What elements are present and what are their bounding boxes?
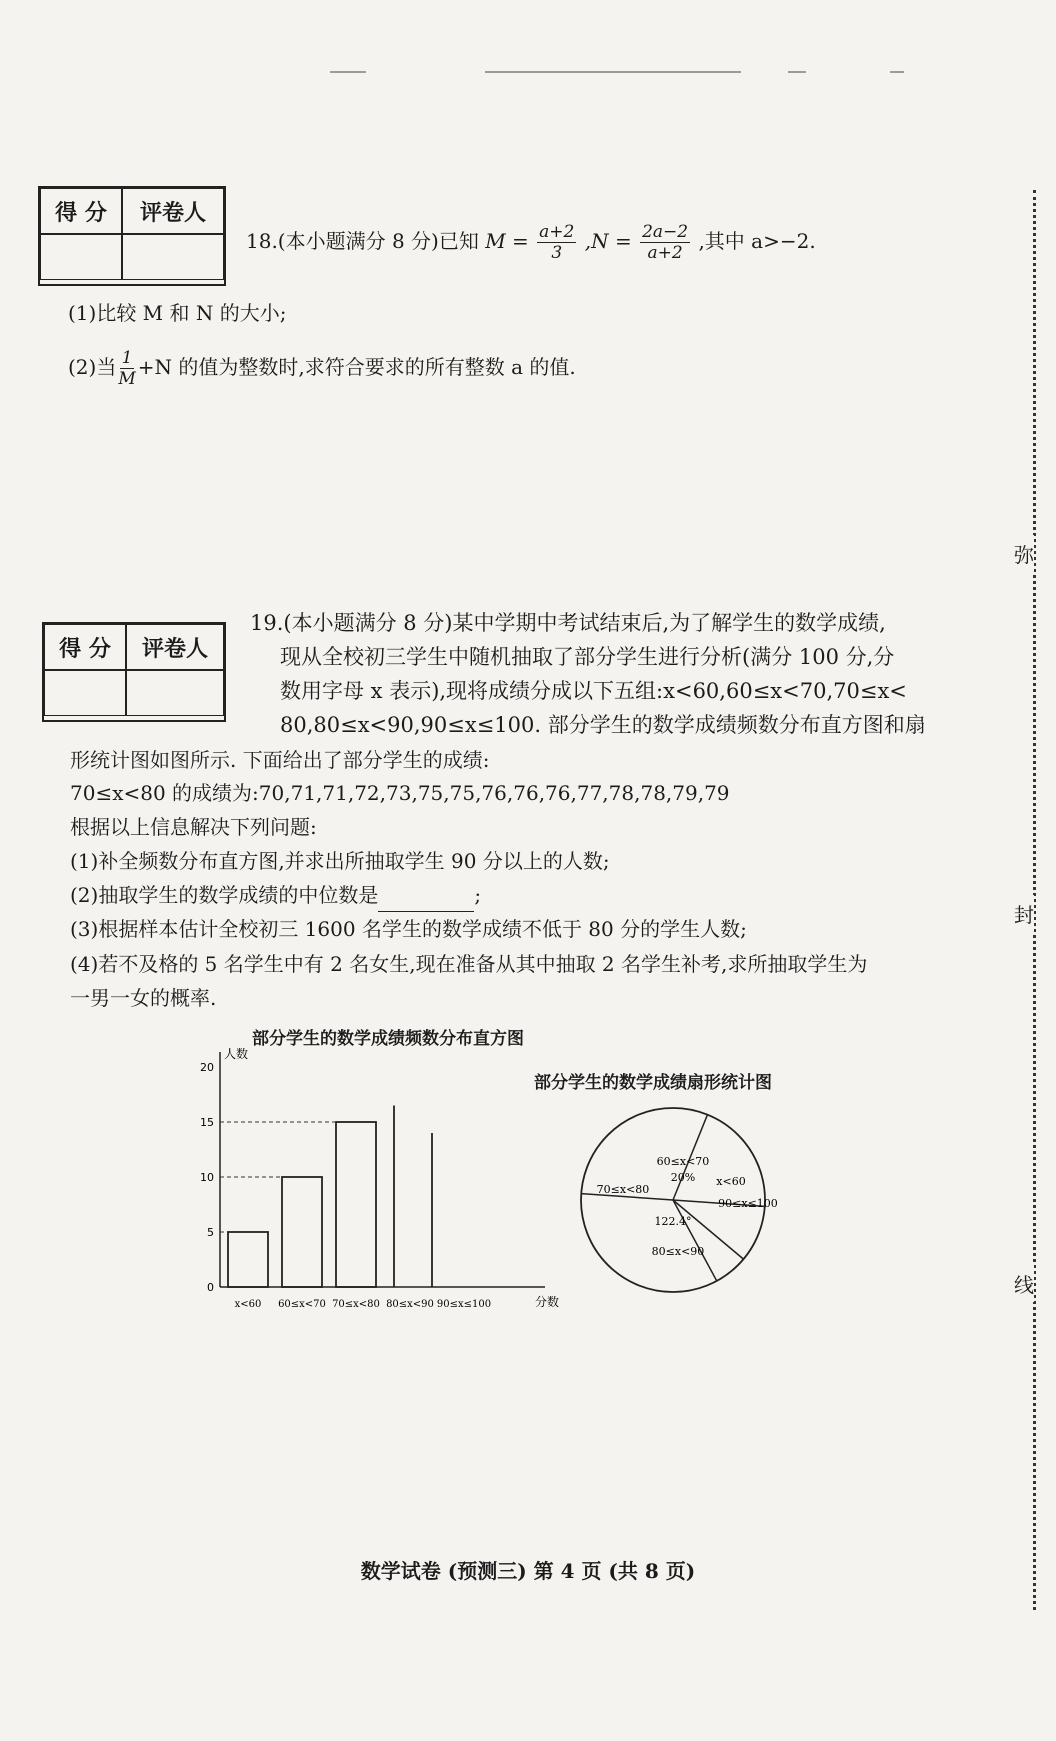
x-tick-label: 60≤x<70 — [278, 1299, 326, 1310]
x-tick-label: 70≤x<80 — [332, 1299, 380, 1310]
grader-cell[interactable] — [126, 670, 224, 716]
q19-line4: 80,80≤x<90,90≤x≤100. 部分学生的数学成绩频数分布直方图和扇 — [280, 713, 926, 737]
y-tick-label: 20 — [200, 1061, 214, 1074]
q18-part2 — [68, 348, 576, 389]
x-tick-label: 80≤x<90 — [386, 1299, 434, 1310]
q19-line3: 数用字母 x 表示),现将成绩分成以下五组:x<60,60≤x<70,70≤x< — [280, 679, 907, 703]
score-cell[interactable] — [44, 670, 126, 716]
y-tick-label: 10 — [200, 1171, 214, 1184]
x-tick-label: 90≤x≤100 — [436, 1299, 492, 1310]
q19-part4b: 一男一女的概率. — [70, 986, 217, 1010]
histogram-bar — [228, 1232, 268, 1287]
q18-intro: 18.(本小题满分 8 分)已知 — [246, 229, 479, 253]
header-rule — [890, 71, 904, 73]
header-rule — [330, 71, 366, 73]
q18-part2-pre: (2)当 — [68, 355, 117, 379]
score-label: 得 分 — [44, 624, 126, 670]
histogram-title: 部分学生的数学成绩频数分布直方图 — [252, 1029, 524, 1049]
pie-slice-value: 122.4° — [654, 1215, 692, 1228]
score-cell[interactable] — [40, 234, 122, 280]
x-axis-label: 分数 — [535, 1295, 560, 1309]
q19-part3: (3)根据样本估计全校初三 1600 名学生的数学成绩不低于 80 分的学生人数; — [70, 917, 747, 941]
q18-m-lhs: M = — [485, 229, 529, 253]
q18-part2-post: +N 的值为整数时,求符合要求的所有整数 a 的值. — [137, 355, 576, 379]
q18-n-lhs: ,N = — [584, 229, 632, 253]
q19-line1: 19.(本小题满分 8 分)某中学期中考试结束后,为了解学生的数学成绩, — [250, 611, 886, 635]
q18-part1: (1)比较 M 和 N 的大小; — [68, 301, 287, 325]
fraction-numerator: a+2 — [539, 222, 575, 242]
q19-line7: 根据以上信息解决下列问题: — [70, 815, 317, 839]
q18-statement — [246, 222, 816, 263]
grader-label: 评卷人 — [122, 188, 224, 234]
binding-mark-xian: 线 — [1014, 1265, 1034, 1302]
y-tick-label: 0 — [207, 1281, 214, 1294]
y-axis-label: 人数 — [224, 1047, 249, 1061]
q18-part2-fraction — [118, 348, 135, 389]
score-label: 得 分 — [40, 188, 122, 234]
q19-part2-end: ; — [474, 883, 482, 907]
q19-line6: 70≤x<80 的成绩为:70,71,71,72,73,75,75,76,76,76,77,78,78,79,79 — [70, 781, 730, 805]
fraction-denominator: 3 — [551, 243, 563, 263]
q19-part2-text: (2)抽取学生的数学成绩的中位数是 — [70, 883, 379, 907]
histogram-chart — [190, 1042, 580, 1327]
pie-slice-boundary — [673, 1200, 717, 1281]
header-rule — [788, 71, 806, 73]
binding-mark-feng: 封 — [1014, 895, 1034, 932]
histogram-bar — [336, 1122, 376, 1287]
q19-line2: 现从全校初三学生中随机抽取了部分学生进行分析(满分 100 分,分 — [280, 645, 895, 669]
histogram-bar — [282, 1177, 322, 1287]
fraction-denominator: a+2 — [647, 243, 683, 263]
q19-score-box — [42, 622, 226, 722]
binding-mark-mi: 弥 — [1014, 535, 1034, 572]
pie-slice-label: 60≤x<70 — [656, 1155, 710, 1168]
fraction-numerator: 1 — [121, 348, 133, 368]
x-tick-label: x<60 — [234, 1299, 262, 1310]
fraction-numerator: 2a−2 — [642, 222, 689, 242]
pie-slice-label: 90≤x≤100 — [718, 1197, 778, 1210]
pie-slice-label: 80≤x<90 — [651, 1245, 705, 1258]
q18-m-fraction — [537, 222, 576, 263]
q19-part2 — [70, 878, 481, 912]
answer-blank[interactable] — [378, 889, 474, 912]
q19-part1: (1)补全频数分布直方图,并求出所抽取学生 90 分以上的人数; — [70, 849, 610, 873]
q18-condition: ,其中 a>−2. — [698, 229, 816, 253]
header-rule — [485, 71, 741, 73]
q18-n-fraction — [640, 222, 690, 263]
y-tick-label: 5 — [207, 1226, 214, 1239]
grader-label: 评卷人 — [126, 624, 224, 670]
pie-title: 部分学生的数学成绩扇形统计图 — [534, 1073, 772, 1093]
grader-cell[interactable] — [122, 234, 224, 280]
pie-slice-value: 20% — [670, 1171, 696, 1184]
pie-slice-label: 70≤x<80 — [596, 1183, 650, 1196]
q19-part4a: (4)若不及格的 5 名学生中有 2 名女生,现在准备从其中抽取 2 名学生补考,求所抽取学生为 — [70, 952, 868, 976]
pie-slice-label: x<60 — [716, 1175, 746, 1188]
fraction-denominator: M — [118, 369, 136, 389]
page-footer: 数学试卷 (预测三) 第 4 页 (共 8 页) — [360, 1559, 696, 1583]
q19-line5: 形统计图如图所示. 下面给出了部分学生的成绩: — [70, 748, 490, 772]
y-tick-label: 15 — [200, 1116, 214, 1129]
q18-score-box — [38, 186, 226, 286]
pie-chart — [570, 1100, 780, 1300]
